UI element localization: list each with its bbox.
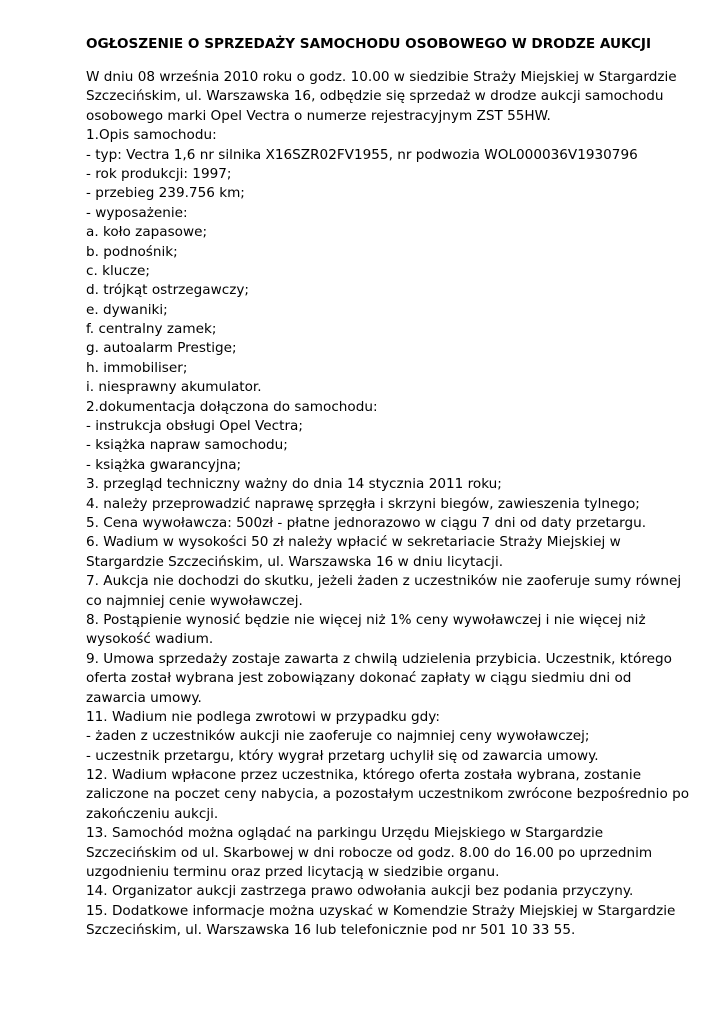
text-line: f. centralny zamek;	[86, 321, 217, 338]
text-line: zakończeniu aukcji.	[86, 805, 219, 822]
text-line: 5. Cena wywoławcza: 500zł - płatne jednorazowo w ciągu 7 dni od daty przetargu.	[86, 514, 647, 531]
text-line: a. koło zapasowe;	[86, 224, 208, 241]
text-line: osobowego marki Opel Vectra o numerze rejestracyjnym ZST 55HW.	[86, 107, 551, 124]
text-line: 15. Dodatkowe informacje można uzyskać w Komendzie Straży Miejskiej w Stargardzie	[86, 902, 676, 919]
text-line: 13. Samochód można oglądać na parkingu Urzędu Miejskiego w Stargardzie	[86, 825, 604, 842]
document-title: OGŁOSZENIE O SPRZEDAŻY SAMOCHODU OSOBOWEGO W DRODZE AUKCJI	[86, 36, 652, 52]
text-line: - książka napraw samochodu;	[86, 437, 288, 454]
text-line: oferta został wybrana jest zobowiązany dokonać zapłaty w ciągu siedmiu dni od	[86, 670, 632, 687]
document-body	[86, 68, 696, 941]
text-line: - uczestnik przetargu, który wygrał przetarg uchylił się od zawarcia umowy.	[86, 747, 599, 764]
text-line: zaliczone na poczet ceny nabycia, a pozostałym uczestnikom zwrócone bezpośrednio po	[86, 786, 690, 803]
text-line: 12. Wadium wpłacone przez uczestnika, którego oferta została wybrana, zostanie	[86, 767, 642, 784]
text-line: zawarcia umowy.	[86, 689, 202, 706]
text-line: e. dywaniki;	[86, 301, 168, 318]
text-line: co najmniej cenie wywoławczej.	[86, 592, 303, 609]
text-line: g. autoalarm Prestige;	[86, 340, 237, 357]
text-line: i. niesprawny akumulator.	[86, 379, 262, 396]
text-line: b. podnośnik;	[86, 243, 178, 260]
text-line: h. immobiliser;	[86, 359, 188, 376]
text-line: 1.Opis samochodu:	[86, 127, 217, 144]
text-line: 14. Organizator aukcji zastrzega prawo odwołania aukcji bez podania przyczyny.	[86, 883, 634, 900]
text-line: d. trójkąt ostrzegawczy;	[86, 282, 249, 299]
text-line: 9. Umowa sprzedaży zostaje zawarta z chwilą udzielenia przybicia. Uczestnik, którego	[86, 650, 672, 667]
text-line: - przebieg 239.756 km;	[86, 185, 245, 202]
text-line: 2.dokumentacja dołączona do samochodu:	[86, 398, 378, 415]
text-line: - książka gwarancyjna;	[86, 456, 242, 473]
text-line: - wyposażenie:	[86, 204, 188, 221]
text-line: 8. Postąpienie wynosić będzie nie więcej niż 1% ceny wywoławczej i nie więcej niż	[86, 611, 646, 628]
text-line: 11. Wadium nie podlega zwrotowi w przypadku gdy:	[86, 708, 440, 725]
text-line: - typ: Vectra 1,6 nr silnika X16SZR02FV1955, nr podwozia WOL000036V1930796	[86, 146, 638, 163]
text-line: - instrukcja obsługi Opel Vectra;	[86, 418, 303, 435]
text-line: uzgodnieniu terminu oraz przed licytacją w siedzibie organu.	[86, 864, 500, 881]
text-line: - rok produkcji: 1997;	[86, 165, 232, 182]
text-line: c. klucze;	[86, 262, 150, 279]
text-line: Szczecińskim, ul. Warszawska 16 lub telefonicznie pod nr 501 10 33 55.	[86, 922, 576, 939]
text-line: wysokość wadium.	[86, 631, 214, 648]
text-line: 6. Wadium w wysokości 50 zł należy wpłacić w sekretariacie Straży Miejskiej w	[86, 534, 621, 551]
text-line: Stargardzie Szczecińskim, ul. Warszawska 16 w dniu licytacji.	[86, 553, 504, 570]
text-line: 7. Aukcja nie dochodzi do skutku, jeżeli żaden z uczestników nie zaoferuje sumy równej	[86, 573, 682, 590]
text-line: W dniu 08 września 2010 roku o godz. 10.00 w siedzibie Straży Miejskiej w Stargardzie	[86, 69, 677, 85]
text-line: Szczecińskim od ul. Skarbowej w dni robocze od godz. 8.00 do 16.00 po uprzednim	[86, 844, 653, 861]
text-line: 3. przegląd techniczny ważny do dnia 14 stycznia 2011 roku;	[86, 476, 502, 493]
text-line: Szczecińskim, ul. Warszawska 16, odbędzie się sprzedaż w drodze aukcji samochodu	[86, 88, 664, 105]
text-line: 4. należy przeprowadzić naprawę sprzęgła i skrzyni biegów, zawieszenia tylnego;	[86, 495, 640, 512]
text-line: - żaden z uczestników aukcji nie zaoferuje co najmniej ceny wywoławczej;	[86, 728, 590, 745]
